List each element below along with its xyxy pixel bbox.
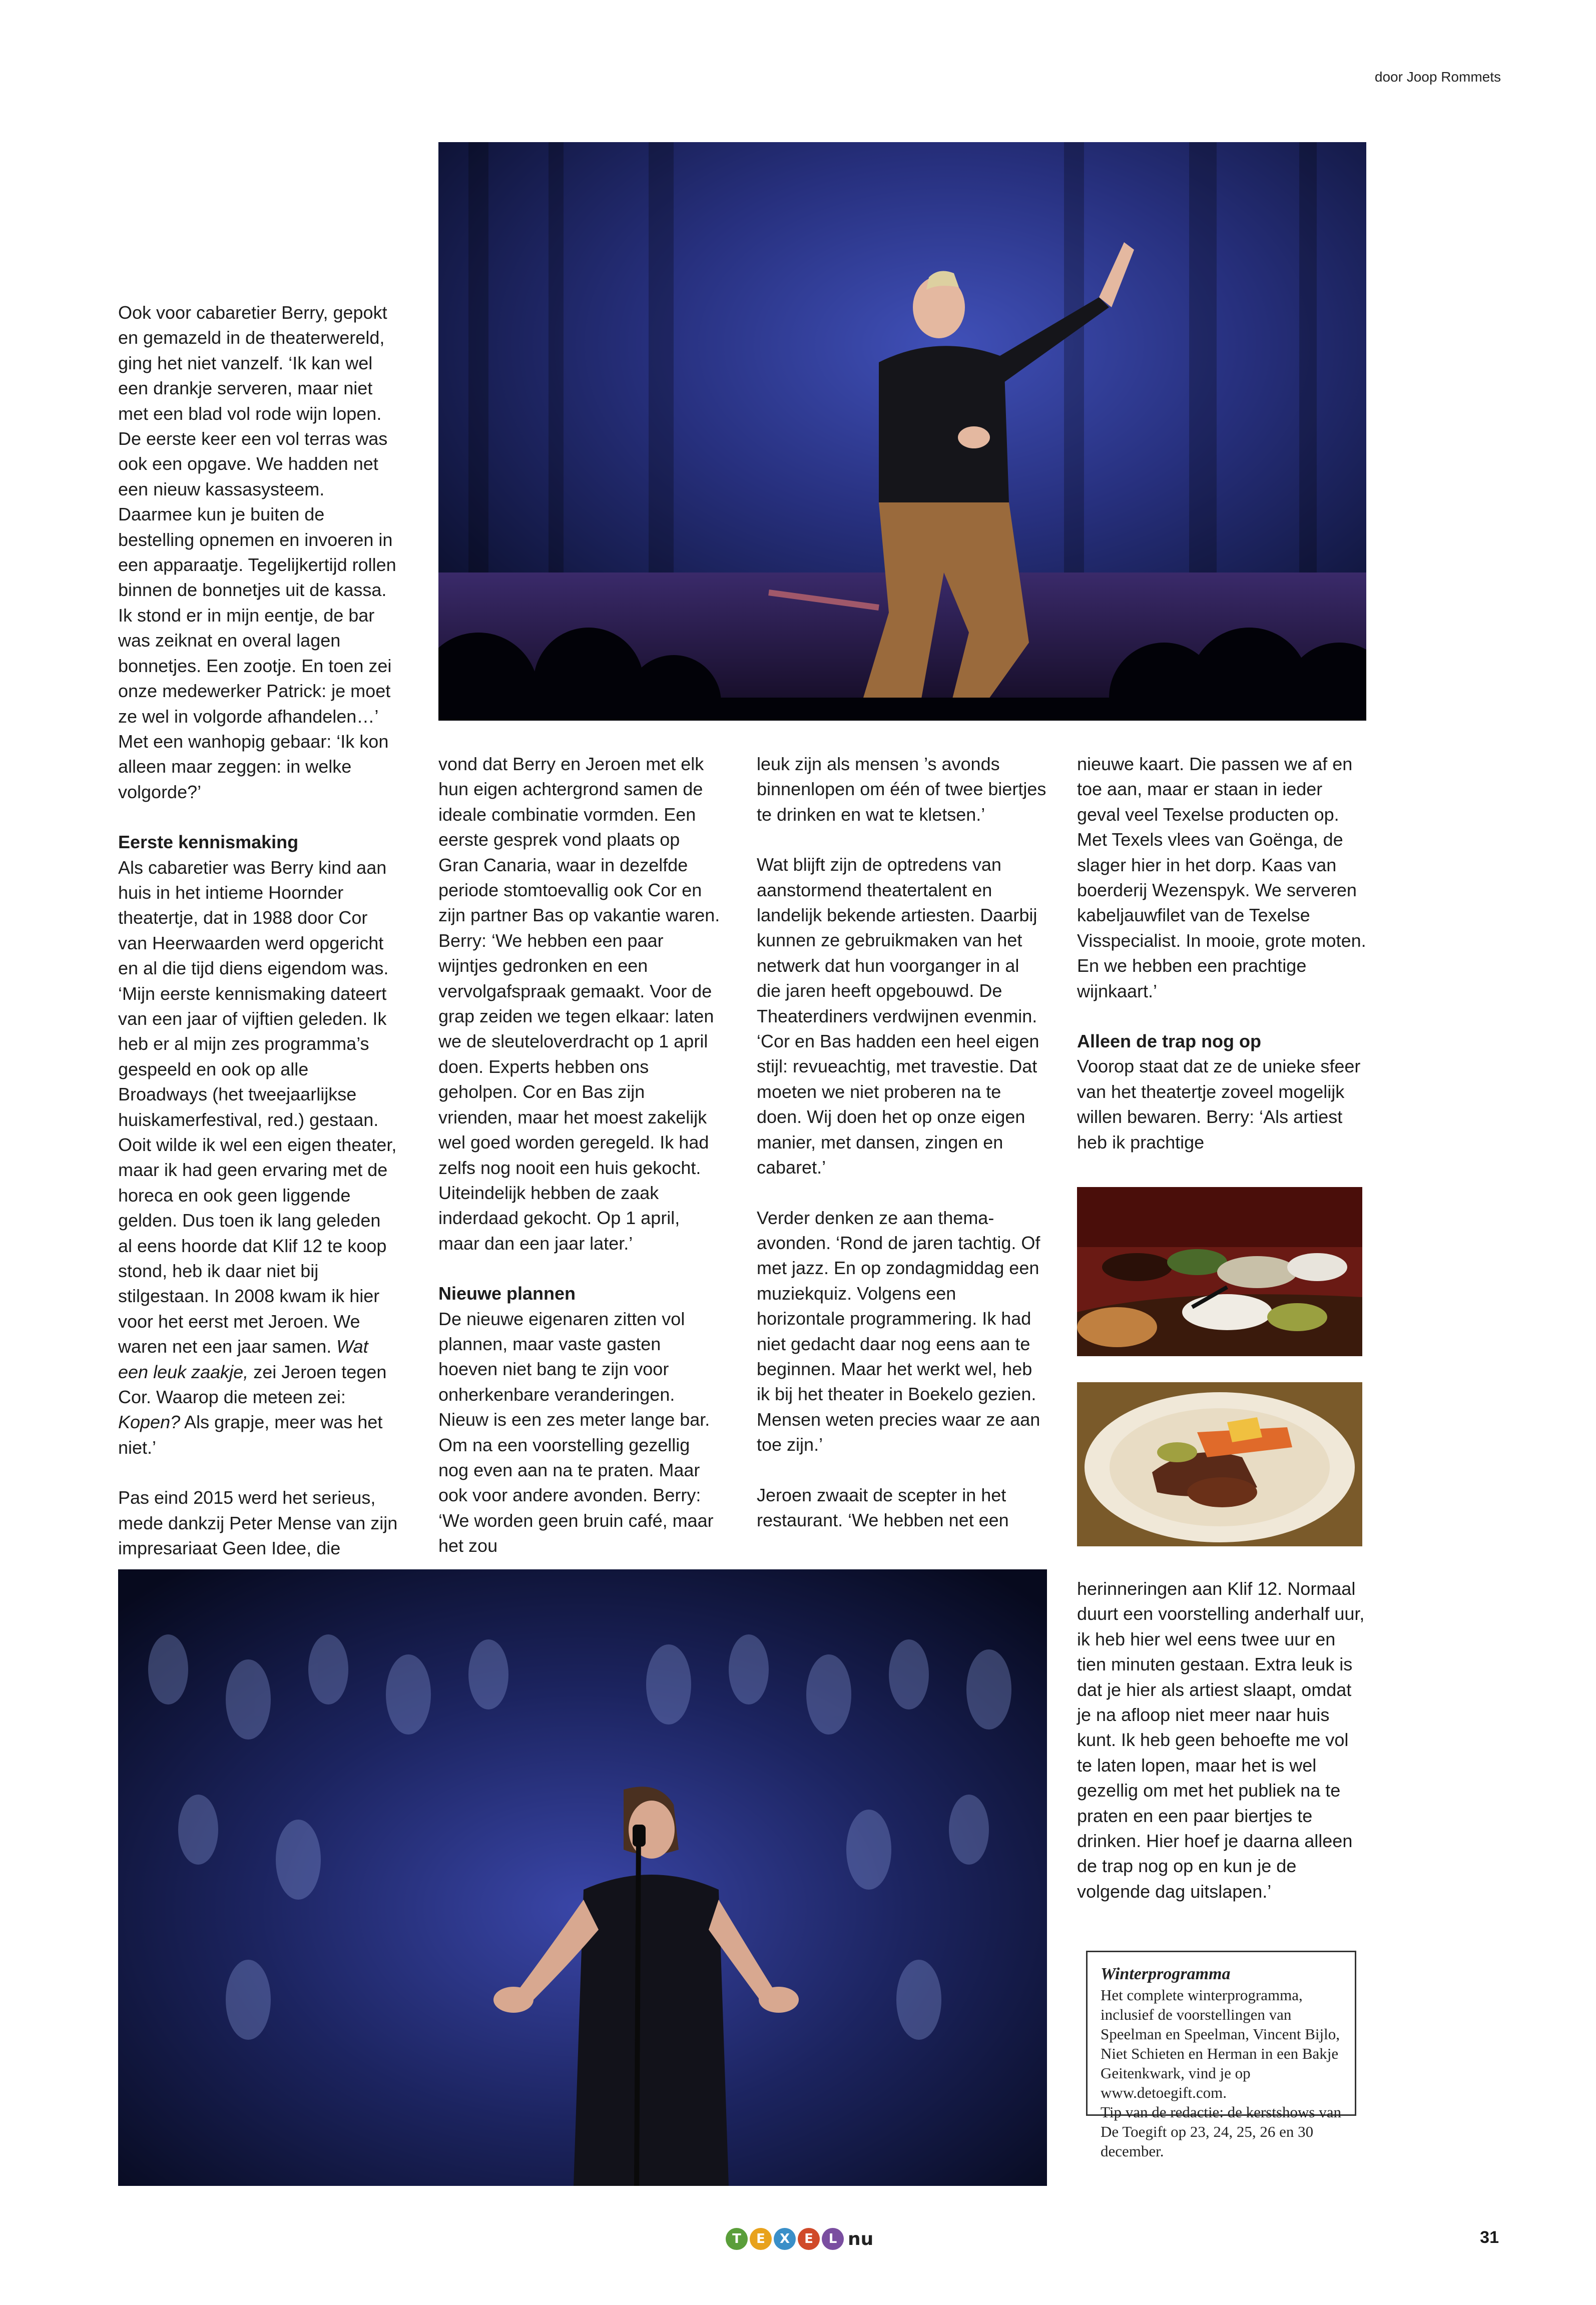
column-5 <box>1077 1576 1367 1904</box>
page-number: 31 <box>1480 2228 1499 2247</box>
infobox-tip: Tip van de redactie: de kerstshows van De Toegift op 23, 24, 25, 26 en 30 december. <box>1101 2103 1341 2160</box>
paragraph: Wat blijft zijn de optredens van aanstormend theatertalent en landelijk bekende artiesten. Daarbij kunnen ze gebruikmaken van het netwerk dat hun voorganger in al die jaren heeft opgebouwd. De Theaterdiners verdwijnen evenmin. ‘Cor en Bas hadden een heel eigen stijl: revueachtig, met travestie. Dat moeten we niet proberen na te doen. Wij doen het op onze eigen manier, met dansen, zingen en cabaret.’ <box>757 854 1039 1178</box>
subheading-alleen-de-trap: Alleen de trap nog op <box>1077 1031 1262 1052</box>
column-3 <box>757 752 1047 1533</box>
column-1 <box>118 300 398 1561</box>
winterprogramma-box <box>1086 1951 1356 2160</box>
photo-buffet <box>1077 1187 1362 1356</box>
photo-plated-dish <box>1077 1382 1362 1546</box>
paragraph: Jeroen zwaait de scepter in het restaurant. ‘We hebben net een <box>757 1484 1009 1530</box>
infobox-title: Winterprogramma <box>1101 1965 1231 1983</box>
paragraph-text: Als cabaretier was Berry kind aan huis in het intieme Hoornder theatertje, dat in 1988 door Cor van Heerwaarden werd opgericht en al die tijd diens eigendom was. ‘Mijn eerste kennismaking dateert van een jaar of vijftien geleden. Ik heb er al mijn zes programma’s gespeeld en ook op alle Broadways (het tweejaarlijkse huiskamerfestival, red.) gestaan. Ooit wilde ik wel een eigen theater, maar ik had geen ervaring met de horeca en ook geen liggende gelden. Dus toen ik lang geleden al eens hoorde dat Klif 12 te koop stond, heb ik daar niet bij stilgestaan. In 2008 kwam ik hier voor het eerst met Jeroen. We waren net een jaar samen. <box>118 857 397 1357</box>
logo-letter: L <box>822 2228 844 2250</box>
subheading-eerste-kennismaking: Eerste kennismaking <box>118 832 299 853</box>
paragraph: Pas eind 2015 werd het serieus, mede dankzij Peter Mense van zijn impresariaat Geen Idee, die <box>118 1487 398 1559</box>
photo-singer <box>118 1569 1047 2186</box>
byline: door Joop Rommets <box>1374 69 1501 85</box>
paragraph: nieuwe kaart. Die passen we af en toe aan, maar er staan in ieder geval veel Texelse producten op. Met Texels vlees van Goënga, de slager hier in het dorp. Kaas van boerderij Wezenspyk. We serveren kabeljauwfilet van de Texelse Visspecialist. In mooie, grote moten. En we hebben een prachtige wijnkaart.’ <box>1077 754 1366 1001</box>
logo-letter: X <box>774 2228 796 2250</box>
paragraph: vond dat Berry en Jeroen met elk hun eigen achtergrond samen de ideale combinatie vormden. Een eerste gesprek vond plaats op Gran Canaria, waar in dezelfde periode stomtoevallig ook Cor en zijn partner Bas op vakantie waren. Berry: ‘We hebben een paar wijntjes gedronken en een vervolgafspraak gemaakt. Voor de grap zeiden we tegen elkaar: laten we de sleuteloverdracht op 1 april doen. Experts hebben ons geholpen. Cor en Bas zijn vrienden, maar het moest zakelijk wel goed worden geregeld. Ik had zelfs nog nooit een huis gekocht. Uiteindelijk hebben de zaak inderdaad gekocht. Op 1 april, maar dan een jaar later.’ <box>438 754 720 1254</box>
subheading-nieuwe-plannen: Nieuwe plannen <box>438 1283 576 1304</box>
paragraph-text: zei Jeroen tegen Cor. Waarop die meteen zei: <box>118 1361 387 1408</box>
texelnu-logo <box>726 2224 873 2253</box>
paragraph <box>118 855 398 1461</box>
paragraph: leuk zijn als mensen ’s avonds binnenlopen om één of twee biertjes te drinken en wat te kletsen.’ <box>757 754 1046 825</box>
paragraph-text: Als grapje, meer was het niet.’ <box>118 1412 383 1458</box>
paragraph: Ook voor cabaretier Berry, gepokt en gemazeld in de theaterwereld, ging het niet vanzelf. ‘Ik kan wel een drankje serveren, maar niet met een blad vol rode wijn lopen. De eerste keer een vol terras was ook een opgave. We hadden net een nieuw kassasysteem. Daarmee kun je buiten de bestelling opnemen en invoeren in een apparaatje. Tegelijkertijd rollen binnen de bonnetjes uit de kassa. Ik stond er in mijn eentje, de bar was zeiknat en overal lagen bonnetjes. Een zootje. En toen zei onze medewerker Patrick: je moet ze wel in volgorde afhandelen…’ Met een wanhopig gebaar: ‘Ik kon alleen maar zeggen: in welke volgorde?’ <box>118 302 396 802</box>
paragraph: Voorop staat dat ze de unieke sfeer van het theatertje zoveel mogelijk willen bewaren. Berry: ‘Als artiest heb ik prachtige <box>1077 1056 1361 1152</box>
column-2 <box>438 752 724 1559</box>
paragraph: herinneringen aan Klif 12. Normaal duurt een voorstelling anderhalf uur, ik heb hier wel eens twee uur en tien minuten gestaan. Extra leuk is dat je hier als artiest slaapt, omdat je na afloop niet meer naar huis kunt. Ik heb geen behoefte me vol te laten lopen, maar het is wel gezellig om met het publiek na te praten en een paar biertjes te drinken. Hier hoef je daarna alleen de trap nog op en kun je de volgende dag uitslapen.’ <box>1077 1578 1365 1902</box>
photo-performer-stage <box>438 142 1366 721</box>
logo-letter: E <box>798 2228 820 2250</box>
emphasis-text: Wat een leuk zaakje, <box>118 1336 368 1382</box>
column-4 <box>1077 752 1367 1155</box>
paragraph: Verder denken ze aan thema-avonden. ‘Rond de jaren tachtig. Of met jazz. En op zondagmiddag een muziekquiz. Volgens een horizontale programmering. Ik had niet gedacht daar nog eens aan te beginnen. Maar het werkt wel, heb ik bij het theater in Boekelo gezien. Mensen weten precies waar ze aan toe zijn.’ <box>757 1207 1040 1455</box>
infobox-text: Het complete winterprogramma, inclusief de voorstellingen van Speelman en Speelman, Vincent Bijlo, Niet Schieten en Herman in een Bakje Geitenkwark, vind je op www.detoegift.com. <box>1101 1986 1340 2101</box>
logo-letter: E <box>750 2228 772 2250</box>
emphasis-text: Kopen? <box>118 1412 181 1433</box>
logo-suffix: nu <box>848 2228 874 2249</box>
logo-letter: T <box>726 2228 748 2250</box>
paragraph: De nieuwe eigenaren zitten vol plannen, maar vaste gasten hoeven niet bang te zijn voor onherkenbare veranderingen. Nieuw is een zes meter lange bar. Om na een voorstelling gezellig nog even aan na te praten. Maar ook voor andere avonden. Berry: ‘We worden geen bruin café, maar het zou <box>438 1308 714 1556</box>
